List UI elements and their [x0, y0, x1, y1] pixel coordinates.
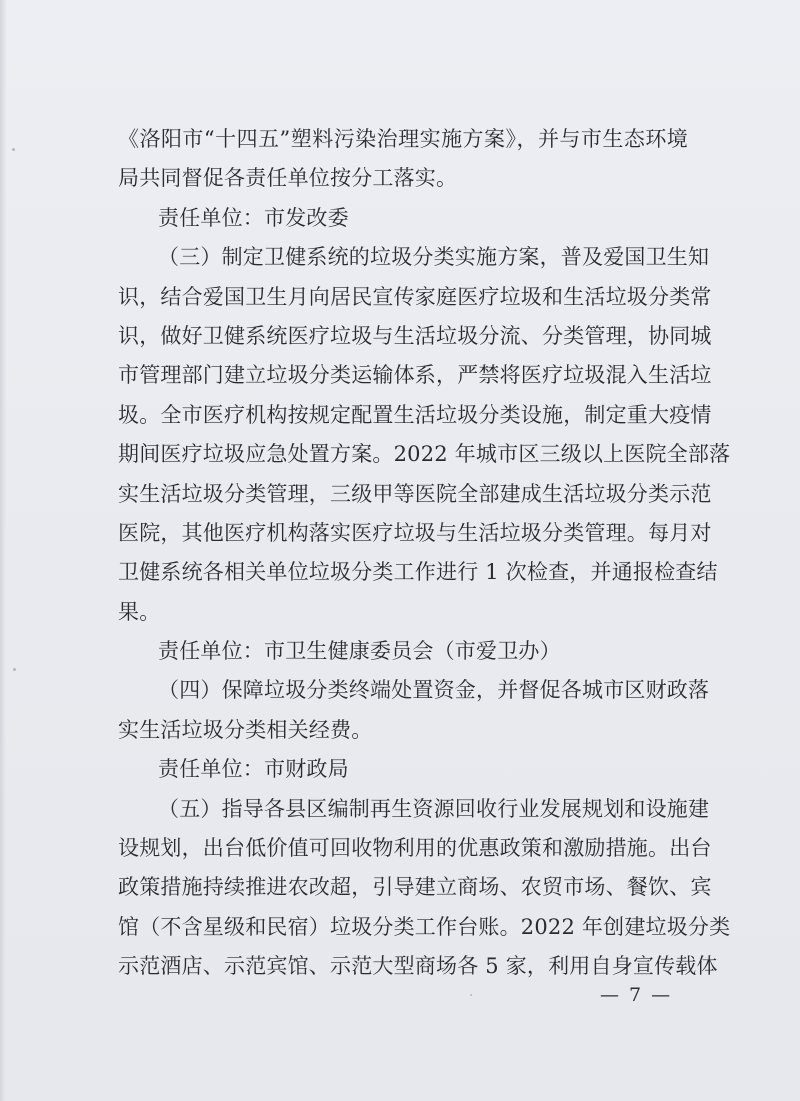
- document-body: [118, 120, 731, 987]
- text-line: 《洛阳市“十四五”塑料污染治理实施方案》，并与市生态环境: [118, 127, 688, 151]
- scan-speck: [470, 994, 472, 996]
- text-line: 圾。全市医疗机构按规定配置生活垃圾分类设施，制定重大疫情: [118, 402, 712, 427]
- text-line: 示范酒店、示范宾馆、示范大型商场各 5 家，利用自身宣传载体: [118, 954, 718, 979]
- text-line: 实生活垃圾分类相关经费。: [118, 717, 373, 742]
- section-heading-line: （三）制定卫健系统的垃圾分类实施方案，普及爱国卫生知: [158, 245, 710, 270]
- responsible-unit-line: 责任单位：市卫生健康委员会（市爱卫办）: [158, 639, 561, 664]
- scan-speck: [13, 668, 16, 671]
- text-line: 馆（不含星级和民宿）垃圾分类工作台账。2022 年创建垃圾分类: [118, 914, 731, 939]
- section-heading-line: （五）指导各县区编制再生资源回收行业发展规划和设施建: [158, 796, 710, 821]
- section-heading-line: （四）保障垃圾分类终端处置资金，并督促各城市区财政落: [158, 678, 710, 703]
- text-line: 识，结合爱国卫生月向居民宣传家庭医疗垃圾和生活垃圾分类常: [118, 284, 712, 309]
- text-line: 果。: [118, 599, 161, 624]
- text-line: 政策措施持续推进农改超，引导建立商场、农贸市场、餐饮、宾: [118, 875, 712, 900]
- text-line: 市管理部门建立垃圾分类运输体系，严禁将医疗垃圾混入生活垃: [118, 363, 712, 388]
- responsible-unit-line: 责任单位：市财政局: [158, 757, 349, 782]
- page-number: — 7 —: [600, 984, 673, 1006]
- scan-speck: [12, 148, 15, 151]
- page-left-edge: [0, 0, 6, 1101]
- text-line: 期间医疗垃圾应急处置方案。2022 年城市区三级以上医院全部落: [118, 442, 731, 467]
- text-line: 卫健系统各相关单位垃圾分类工作进行 1 次检查，并通报检查结: [118, 560, 718, 585]
- text-line: 实生活垃圾分类管理，三级甲等医院全部建成生活垃圾分类示范: [118, 481, 712, 506]
- responsible-unit-line: 责任单位：市发改委: [158, 205, 349, 230]
- text-line: 局共同督促各责任单位按分工落实。: [118, 166, 458, 191]
- text-line: 设规划，出台低价值可回收物利用的优惠政策和激励措施。出台: [118, 836, 712, 861]
- text-line: 医院，其他医疗机构落实医疗垃圾与生活垃圾分类管理。每月对: [118, 520, 712, 545]
- text-line: 识，做好卫健系统医疗垃圾与生活垃圾分流、分类管理，协同城: [118, 323, 712, 348]
